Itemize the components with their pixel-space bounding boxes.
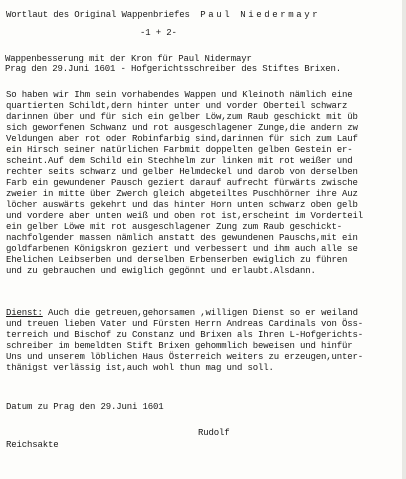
body-line: ein Hirsch seiner natürlichen Farbmit doppelten gelben Gestein er- xyxy=(6,145,353,155)
dienst-line: schreiber im bemeldten Stift Brixen gehommlich beweisen und hinfür xyxy=(6,341,353,351)
dienst-line: terreich und Bischof zu Constanz und Brixen als Ihren L-Hofgerichts- xyxy=(6,330,364,340)
body-line: sich geworfenen Schwanz und rot ausgeschlagener Zunge,die andern zw xyxy=(6,123,358,133)
body-line: darinnen über und für sich ein gelber Löw,zum Raub geschickt mit üb xyxy=(6,112,358,122)
body-line: und vordere aber unten weiß und oben rot ist,erscheint im Vorderteil xyxy=(6,211,364,221)
dienst-label: Dienst: xyxy=(6,308,43,318)
body-line: zweier in mitte über Zwerch gleich abgeteiltes Puschhörner ihre Auz xyxy=(6,189,358,199)
body-line: löcher auswärts gekehrt und das hinter Horn unten schwarz oben gelb xyxy=(6,200,358,210)
body-line: rechter seits schwarz und gelber Helmdeckel und darob von derselben xyxy=(6,167,358,177)
body-line: und zu gebrauchen und ewiglich gegönnt und erlaubt.Alsdann. xyxy=(6,266,316,276)
body-line: Farb ein gewundener Pausch geziert darauf aufrecht fürwärts zwische xyxy=(6,178,358,188)
dienst-line: Uns und unserem löblichen Haus Österreich weiters zu erzeugen,unter- xyxy=(6,352,364,362)
title-name: Paul Niedermayr xyxy=(200,10,321,20)
title-prefix: Wortlaut des Original Wappenbriefes xyxy=(6,10,190,20)
dienst-line: thänigst verlässig ist,auch wohl thun mag und soll. xyxy=(6,363,274,373)
body-line: So haben wir Ihm sein vorhabendes Wappen und Kleinoth nämlich eine xyxy=(6,90,353,100)
intro-line-1: Wappenbesserung mit der Kron für Paul Nidermayr xyxy=(5,54,252,64)
body-line: scheint.Auf dem Schild ein Stechhelm zur linken mit rot weißer und xyxy=(6,156,353,166)
document-title xyxy=(6,10,320,20)
page-edge xyxy=(402,0,406,479)
body-line: ein gelber Löwe mit rot ausgeschlagener Zung zum Raub geschickt- xyxy=(6,222,343,232)
body-line: Veldungen aber rot oder Robinfarbig sind,darinnen für sich zum Lauf xyxy=(6,134,358,144)
body-line: goldfarbenen Königskron geziert und verbessert und ihm auch alle se xyxy=(6,244,358,254)
dienst-first-line xyxy=(6,308,358,318)
signature: Rudolf xyxy=(198,428,230,438)
intro-line-2: Prag den 29.Juni 1601 - Hofgerichtsschreiber des Stiftes Brixen. xyxy=(5,64,342,74)
page-marker: -1 + 2- xyxy=(140,28,177,38)
reichsakte-label: Reichsakte xyxy=(6,440,59,450)
body-line: quartierten Schildt,dern hinter unter und vorder Oberteil schwarz xyxy=(6,101,348,111)
dienst-line: und treuen lieben Vater und Fürsten Herrn Andreas Cardinals von Öss- xyxy=(6,319,364,329)
date-line: Datum zu Prag den 29.Juni 1601 xyxy=(6,402,164,412)
dienst-first-line-text: Auch die getreuen,gehorsamen ,willigen Dienst so er weiland xyxy=(42,308,358,318)
body-line: Ehelichen Leibserben und derselben Erbenserben ewiglich zu führen xyxy=(6,255,348,265)
body-line: nachfolgender massen nämlich anstatt des gewundenen Pauschs,mit ein xyxy=(6,233,358,243)
